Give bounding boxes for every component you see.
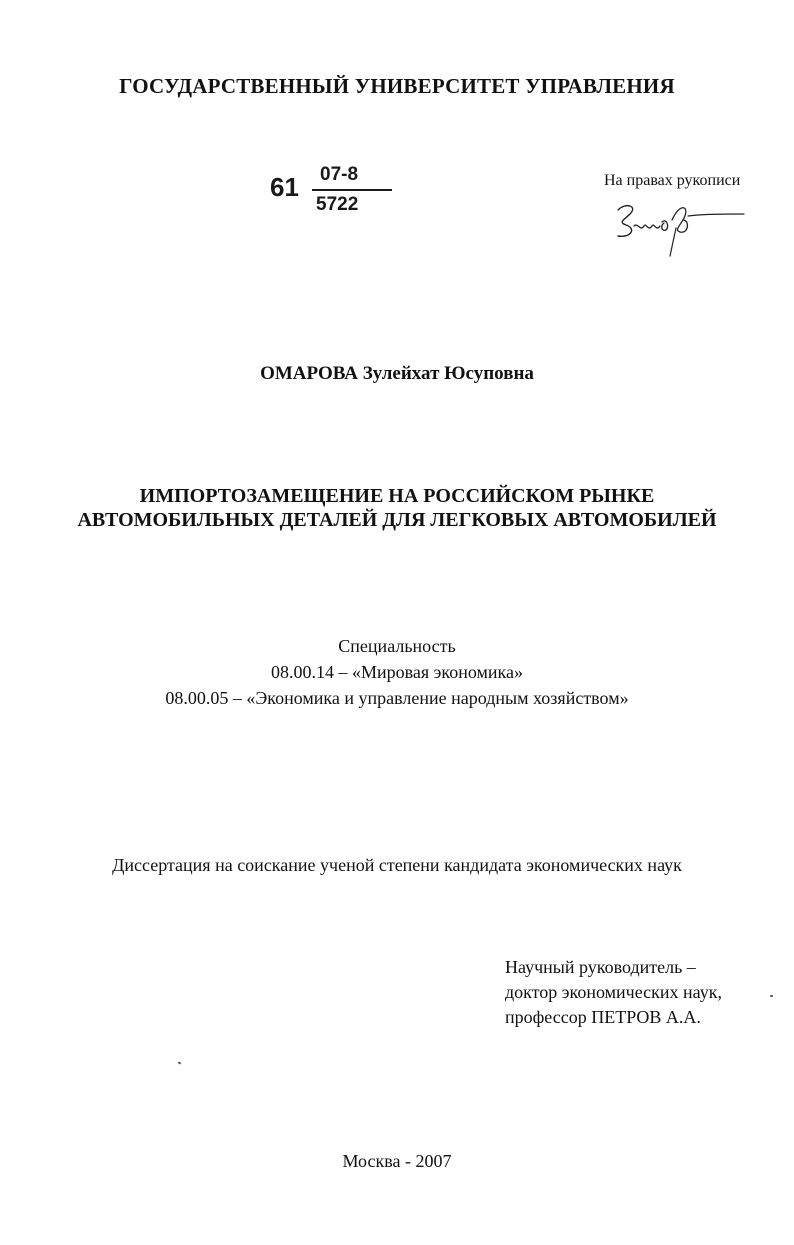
shelfmark-numerator: 07-8 — [320, 164, 359, 185]
scan-speck — [178, 1061, 182, 1064]
title-line-2: АВТОМОБИЛЬНЫХ ДЕТАЛЕЙ ДЛЯ ЛЕГКОВЫХ АВТОМОБИЛЕЙ — [77, 509, 717, 531]
shelfmark — [270, 164, 390, 224]
shelfmark-denominator: 5722 — [316, 194, 359, 215]
supervisor-line: профессор ПЕТРОВ А.А. — [505, 1007, 701, 1027]
dissertation-title — [0, 484, 794, 532]
author-name: ОМАРОВА Зулейхат Юсуповна — [260, 363, 534, 384]
supervisor-line: доктор экономических наук, — [505, 982, 722, 1002]
shelfmark-fraction-line — [312, 189, 392, 191]
degree-statement: Диссертация на соискание ученой степени кандидата экономических наук — [112, 855, 682, 875]
shelfmark-series: 61 — [270, 172, 299, 202]
manuscript-rights: На правах рукописи — [604, 172, 741, 189]
specialty-item: 08.00.14 – «Мировая экономика» — [271, 662, 523, 682]
specialty-label: Специальность — [338, 636, 456, 656]
title-line-1: ИМПОРТОЗАМЕЩЕНИЕ НА РОССИЙСКОМ РЫНКЕ — [139, 485, 655, 507]
university-name: ГОСУДАРСТВЕННЫЙ УНИВЕРСИТЕТ УПРАВЛЕНИЯ — [119, 74, 675, 98]
specialty-item: 08.00.05 – «Экономика и управление народным хозяйством» — [165, 688, 629, 708]
specialty-block — [0, 633, 794, 711]
supervisor-line: Научный руководитель – — [505, 957, 696, 977]
scan-speck — [770, 995, 773, 997]
supervisor-block — [505, 955, 722, 1030]
city-year: Москва - 2007 — [342, 1151, 452, 1171]
handwritten-signature — [604, 192, 754, 262]
